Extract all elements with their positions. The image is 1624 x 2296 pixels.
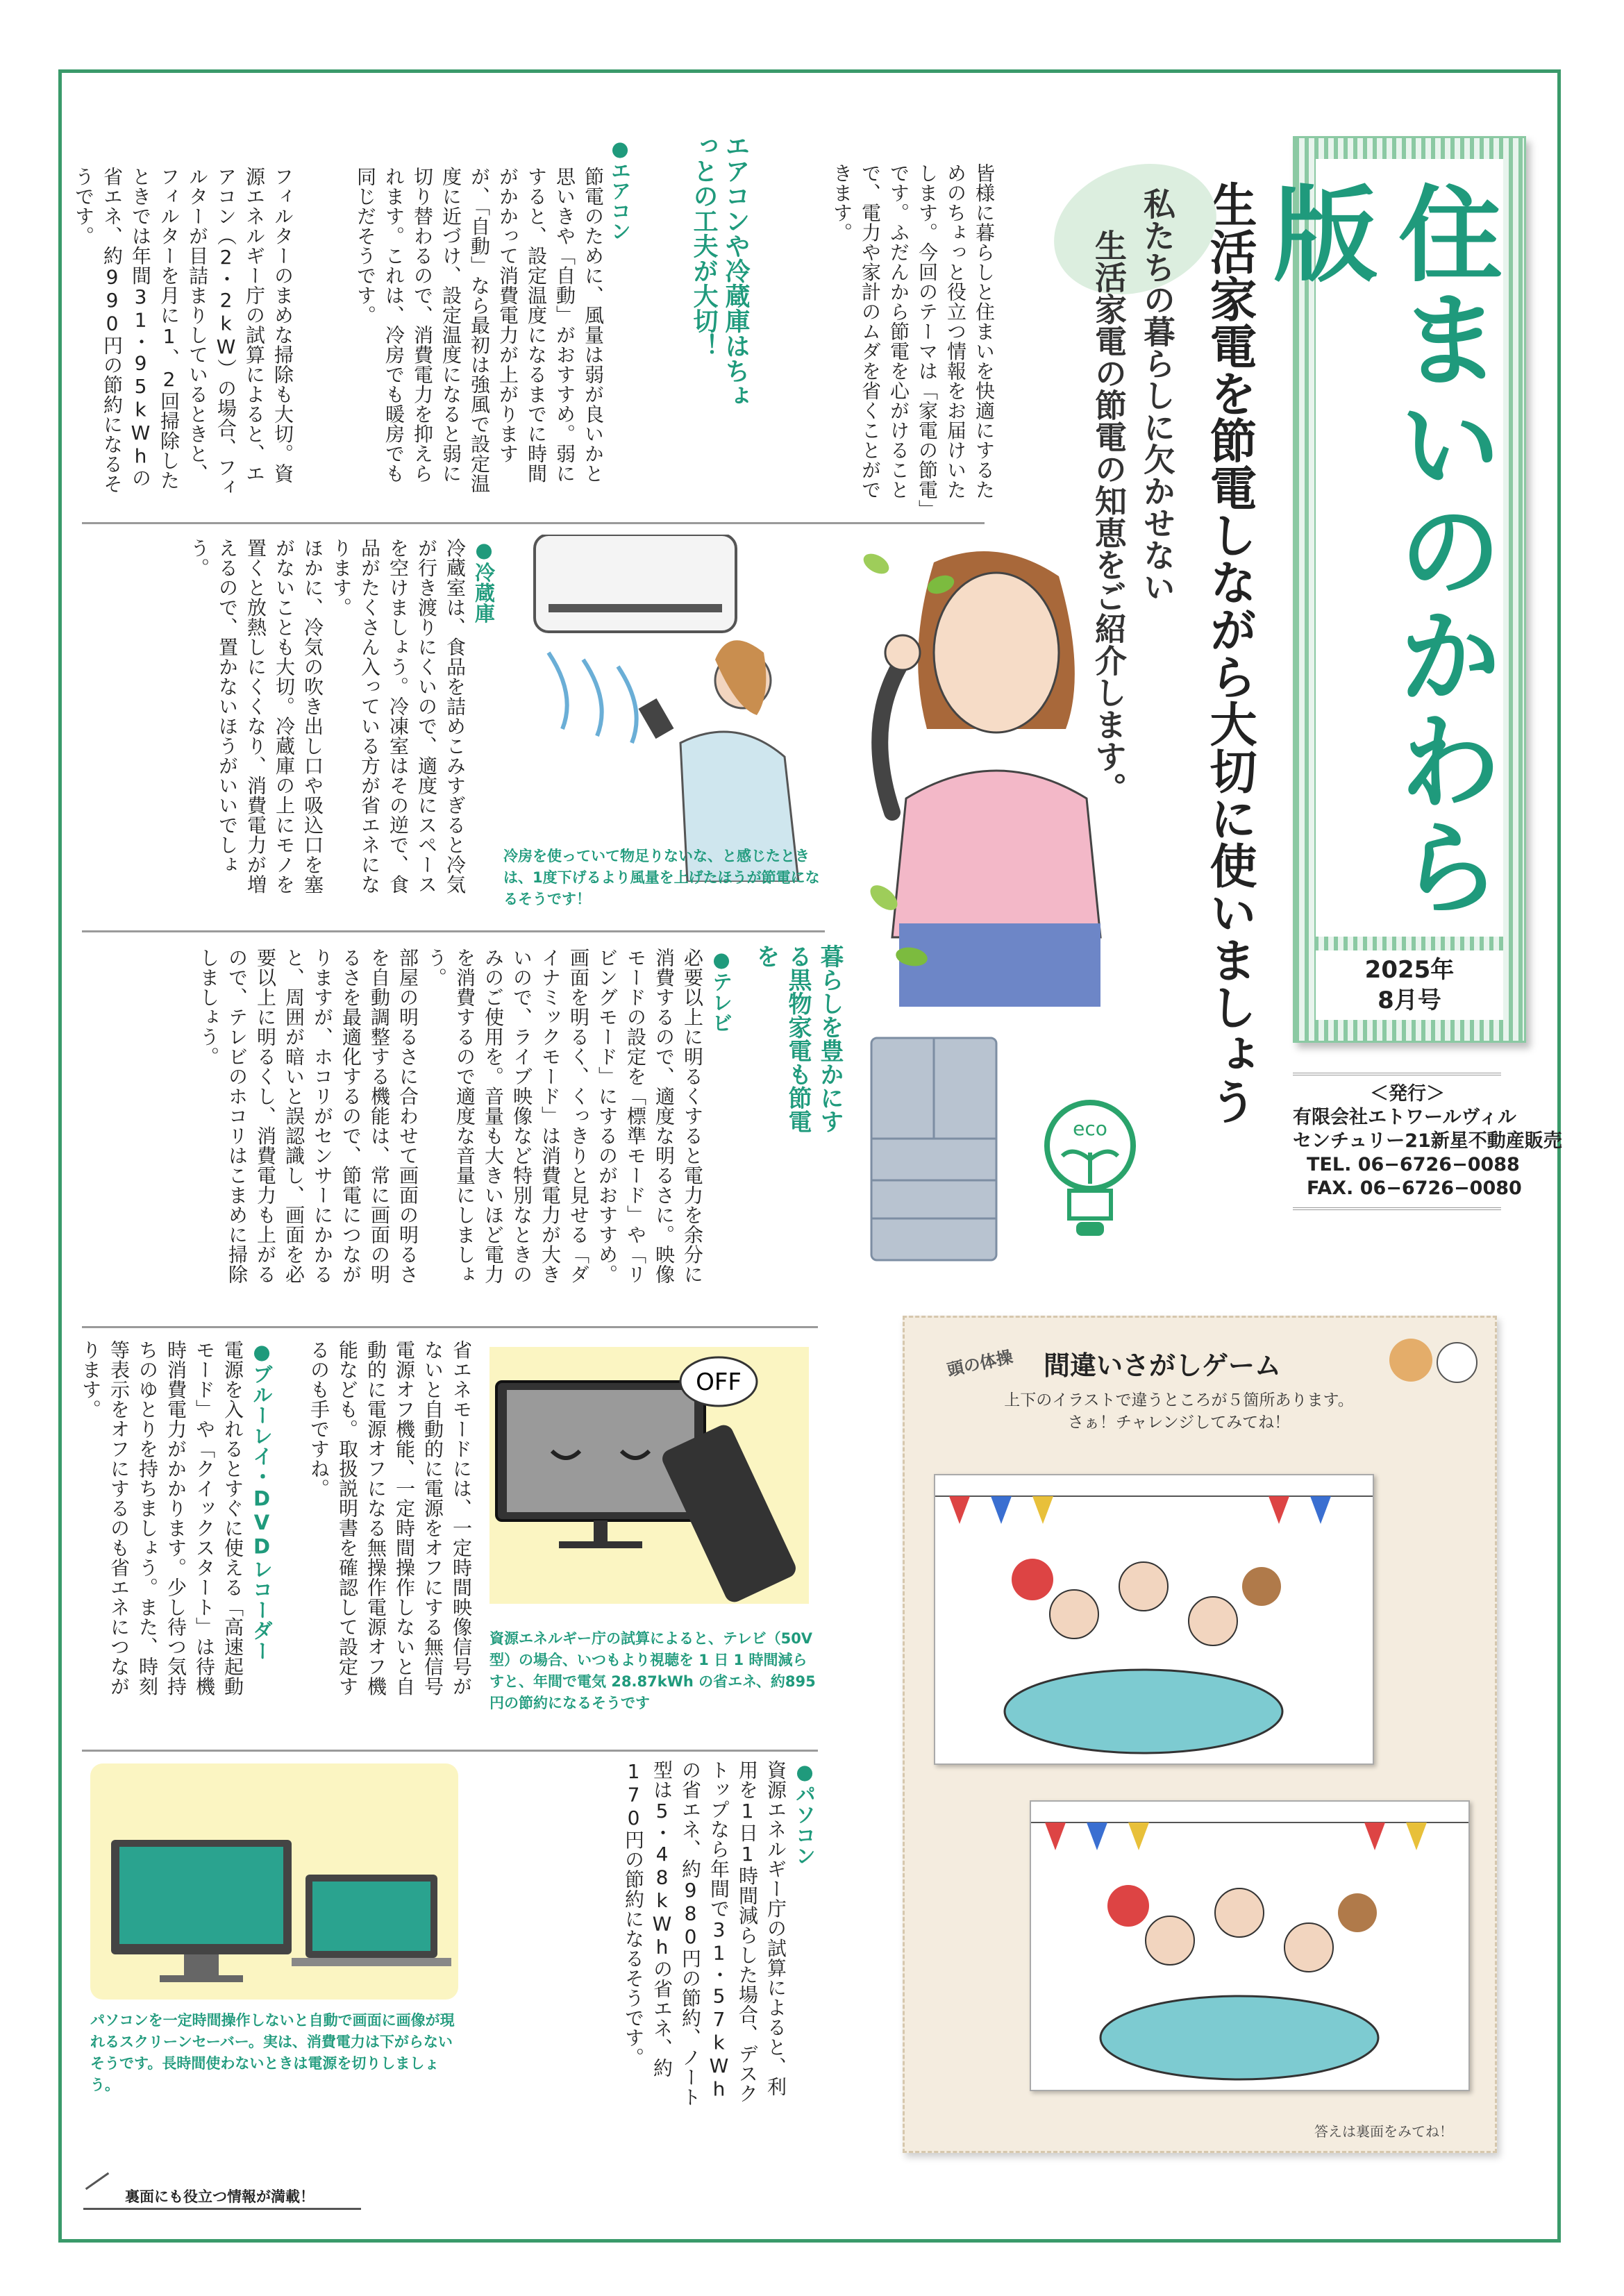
publisher-label: ＜発行＞ [1370,1083,1445,1105]
fridge-paragraph-1: 冷蔵室は、食品を詰めこみすぎると冷気が行き渡りにくいので、適度にスペースを空けましょう。冷凍室はその逆で、食品がたくさん入っている方が省エネになります。 [330,538,467,894]
tv-off-label: OFF [696,1368,742,1396]
game-answer-note: 答えは裏面をみてね！ [1314,2123,1453,2140]
sub-headline-1: 私たちの暮らしに欠かせない [1139,187,1176,603]
woman-illustration [851,548,1142,1007]
tv-illustration [489,1347,809,1618]
fridge-section [82,538,499,913]
pc-title: ●パソコン [793,1760,817,1866]
divider-4 [82,1750,818,1752]
game-subtitle-1: 上下のイラストで違うところが５箇所あります。 [1004,1391,1354,1409]
masthead-title: 住まいのかわら版 [1255,180,1501,919]
aircon-illustration [507,535,812,882]
bluray-section [79,1340,276,1701]
intro-text: 皆様に暮らしと住まいを快適にするためのちょっと役立つ情報をお届けいたします。今回のテーマは「家電の節電」です。ふだんから節電を心がけることで、電力や家計のムダを省くことができます。 [830,163,996,510]
section1-heading-text: エアコンや冷蔵庫はちょっとの工夫が大切！ [689,133,750,408]
publisher-branch: センチュリー21新星不動産販売 [1293,1130,1562,1152]
publisher-tel: TEL. 06−6726−0088 [1307,1154,1520,1175]
spot-the-difference-game [903,1316,1497,2153]
pc-paragraph: 資源エネルギー庁の試算によると、利用を1日1時間減らした場合、デスクトップなら年間で31・57kWhの省エネ、約980円の節約、ノート型は5・48kWhの省エネ、約170円の節約になるそうです。 [622,1760,787,2107]
aircon-caption: 冷房を使っていて物足りないな、と感じたときは、1度下げるより風量を上げたほうが節電になるそうです！ [503,848,820,907]
bluray-paragraph: 電源を入れるとすぐに使える「高速起動モード」や「クイックスタート」は待機時消費電力がかかります。少し待つ気持ちのゆとりを持ちましょう。また、時刻等表示をオフにするのも省エネにつながります。 [79,1340,244,1696]
masthead [1255,136,1526,1043]
pc-section [479,1760,819,2114]
tv-paragraph-3: 省エネモードには、一定時間映像信号がないと自動的に電源をオフにする無信号電源オフ機能、一定時間操作しないと自動的に電源オフになる無操作電源オフ機能なども。取扱説明書を確認して設定するのも手ですね。 [308,1340,473,1696]
game-tag: 頭の体操 [945,1347,1015,1380]
publisher-company: 有限会社エトワールヴィル [1293,1107,1516,1128]
issue-date [1316,950,1503,1020]
eco-label: eco [1073,1117,1107,1140]
tv-section [83,948,736,1295]
aircon-paragraph-2: フィルターのまめな掃除も大切。資源エネルギー庁の試算によると、エアコン（2・2kW）の場合、フィルターが目詰まりしているときと、フィルターを月に1、2回掃除したときでは年間31・95kWhの省エネ、約990円の節約になるそうです。 [72,167,294,497]
issue-month: 8月号 [1378,987,1441,1014]
issue-year: 2025年 [1364,956,1455,984]
pc-caption: パソコンを一定時間操作しないと自動で画面に画像が現れるスクリーンセーバー。実は、消費電力は下がらないそうです。長時間使わないときは電源を切りしましょう。 [90,2012,455,2093]
game-illustration-top [934,1474,1374,1765]
divider-3 [82,1326,818,1328]
footer-line [83,2208,361,2210]
section2-heading: 暮らしを豊かにする黒物家電も節電を [752,944,844,1133]
bluray-title: ●ブルーレイ・DVDレコーダー [250,1340,274,1661]
tv-caption: 資源エネルギー庁の試算によると、テレビ（50V 型）の場合、いつもより視聴を 1 日 1 時間減らすと、年間で電気 28.87kWh の省エネ、約895 円の節約になるそうです [489,1630,816,1711]
fridge-paragraph-2: ほかに、冷気の吹き出し口や吸込口を塞がないことも大切。冷蔵庫の上にモノを置くと放熱しにくくなり、消費電力が増えるので、置かないほうがいいでしょう。 [187,538,324,894]
tv-title: ●テレビ [710,948,733,1033]
eco-bulb-icon [1038,1097,1142,1250]
publisher-block [1293,1073,1562,1210]
fridge-illustration [868,1034,1000,1264]
sub-headline-2: 生活家電の節電の知恵をご紹介します。 [1090,229,1128,804]
tv-paragraph-1: 必要以上に明るくすると電力を余分に消費するので、適度な明るさに。映像モードの設定を「標準モード」や「リビングモード」にするのがおすすめ。画面を明るく、くっきりと見せる「ダイナミックモード」は消費電力が大きいので、ライブ映像など特別なときのみのご使用を。音量も大きいほど電力を消費するので適度な音量にしましょう。 [425,948,704,1284]
game-subtitle-2: さぁ！チャレンジしてみてね！ [1067,1414,1291,1432]
game-illustration-bottom [1030,1800,1470,2091]
fridge-title: ●冷蔵庫 [472,538,496,623]
divider-2 [82,930,825,932]
tv-paragraph-2: 部屋の明るさに合わせて画面の明るさを自動調整する機能は、常に画面の明るさを最適化するので、節電につながりますが、ホコリがセンサーにかかると、周囲が暗いと誤認識し、画面を必要以上に明るくし、消費電力も上がるので、テレビのホコリはこまめに掃除しましょう。 [197,948,419,1284]
aircon-title: ●エアコン [608,137,632,241]
main-headline: 生活家電を節電しながら大切に使いましょう [1202,181,1257,1125]
game-title: 間違いさがしゲーム [1044,1350,1282,1381]
section1-heading [687,133,751,432]
publisher-fax: FAX. 06−6726−0080 [1307,1178,1522,1199]
cat-icon [1437,1342,1477,1383]
dog-icon [1389,1339,1432,1382]
aircon-paragraph-1: 節電のために、風量は弱が良いかと思いきや「自動」がおすすめ。弱にすると、設定温度になるまでに時間がかかって消費電力が上がりますが、「自動」なら最初は強風で設定温度に近づけ、設定温度になると弱に切り替わるので、消費電力を抑えられます。これは、冷房でも暖房でも同じだそうです。 [354,167,605,494]
pc-illustration [90,1763,458,2000]
masthead-panel [1255,159,1503,937]
footer-note: 裏面にも役立つ情報が満載！ [125,2188,315,2205]
divider-1 [82,522,985,524]
